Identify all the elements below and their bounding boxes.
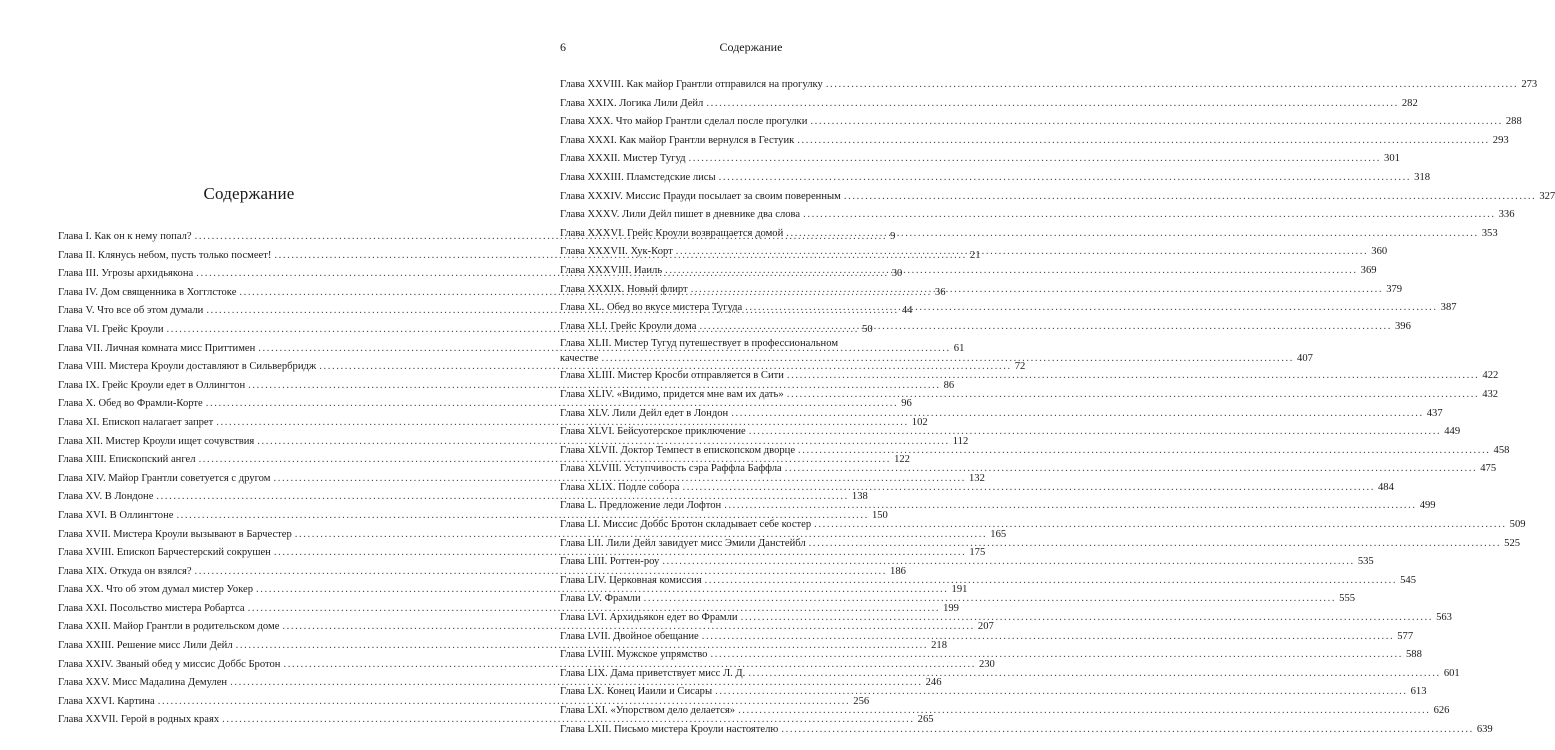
leader-dots — [809, 535, 1502, 554]
toc-entry-page: 601 — [1443, 667, 1460, 679]
toc-entry-label: Глава IX. Грейс Кроули едет в Оллингтон — [58, 379, 246, 391]
toc-entry-page: 475 — [1480, 463, 1497, 475]
leader-dots — [797, 132, 1490, 151]
leader-dots — [665, 262, 1358, 281]
toc-entry — [560, 132, 1509, 151]
leader-dots — [738, 702, 1431, 721]
leader-dots — [719, 169, 1412, 188]
toc-entry-page: 327 — [1539, 190, 1555, 202]
toc-entry-page: 256 — [853, 695, 870, 707]
toc-entry — [560, 702, 1450, 721]
toc-entry-page: 293 — [1492, 134, 1509, 146]
toc-entry-page: 525 — [1504, 537, 1521, 549]
leader-dots — [676, 243, 1369, 262]
toc-entry-label: Глава XLVIII. Уступчивость сэра Раффла Баффла — [560, 463, 782, 475]
leader-dots — [699, 318, 1392, 337]
toc-entry-page: 379 — [1386, 283, 1403, 295]
toc-entry-page: 86 — [943, 379, 955, 391]
toc-entry-page: 165 — [990, 528, 1007, 540]
leader-dots — [689, 150, 1382, 169]
toc-entry — [560, 169, 1431, 188]
toc-entry — [560, 76, 1538, 95]
toc-entry-label: Глава XII. Мистер Кроули ищет сочувствия — [58, 435, 255, 447]
toc-entry-label: Глава L. Предложение леди Лофтон — [560, 500, 722, 512]
toc-entry-page: 387 — [1440, 302, 1457, 314]
toc-entry-page: 282 — [1401, 97, 1418, 109]
running-title: Содержание — [719, 40, 783, 54]
toc-entry-label: Глава XXI. Посольство мистера Робартса — [58, 602, 245, 614]
leader-dots — [602, 351, 1295, 366]
toc-entry-label: Глава XIII. Епископский ангел — [58, 454, 196, 466]
toc-entry-label: Глава XXXI. Как майор Грантли вернулся в Гестуик — [560, 134, 795, 146]
leader-dots — [706, 95, 1399, 114]
toc-entry-label: Глава LII. Лили Дейл завидует мисс Эмили Данстейбл — [560, 537, 806, 549]
toc-entry-page: 484 — [1377, 481, 1394, 493]
toc-entry-label: Глава XVII. Мистера Кроули вызывают в Барчестер — [58, 528, 292, 540]
toc-entry-label: Глава XXIII. Решение мисс Лили Дейл — [58, 640, 233, 652]
toc-entry-label: Глава XIX. Откуда он взялся? — [58, 565, 192, 577]
leader-dots — [749, 423, 1442, 442]
toc-entry-label: Глава XXXV. Лили Дейл пишет в дневнике два слова — [560, 209, 801, 221]
toc-entry-page: 246 — [925, 677, 942, 689]
toc-entry-page: 555 — [1339, 593, 1356, 605]
toc-entry-page: 301 — [1384, 153, 1400, 165]
toc-entry-line2 — [560, 351, 1313, 366]
toc-entry-label: Глава V. Что все об этом думали — [58, 305, 204, 317]
leader-dots — [710, 646, 1403, 665]
toc-entry — [560, 113, 1522, 132]
leader-dots — [741, 609, 1434, 628]
toc-entry — [560, 281, 1403, 300]
leader-dots — [798, 442, 1491, 461]
toc-entry-label: Глава II. Клянусь небом, пусть только посмеет! — [58, 249, 272, 261]
toc-entry-page: 509 — [1509, 519, 1526, 531]
toc-entry-label: Глава XLI. Грейс Кроули дома — [560, 320, 697, 332]
toc-entry-label: Глава LXII. Письмо мистера Кроули настоятелю — [560, 723, 779, 735]
toc-entry-label: Глава XLV. Лили Дейл едет в Лондон — [560, 407, 729, 419]
toc-entry — [560, 442, 1510, 461]
toc-entry-page: 44 — [901, 305, 913, 317]
toc-entry-page: 588 — [1405, 649, 1422, 661]
toc-entry-page: 21 — [969, 249, 981, 261]
toc-entry-label: Глава XXXVIII. Иаиль — [560, 264, 663, 276]
toc-entry — [560, 225, 1498, 244]
toc-entry-label: Глава IV. Дом священника в Хогглстоке — [58, 286, 237, 298]
toc-entry-label: Глава XV. В Лондоне — [58, 491, 154, 503]
toc-entry — [560, 683, 1427, 702]
toc-entry — [560, 386, 1499, 405]
toc-entry-page: 207 — [977, 621, 994, 633]
toc-entry-label: Глава LIII. Роттен-роу — [560, 556, 660, 568]
toc-entry-label: Глава LVII. Двойное обещание — [560, 630, 699, 642]
toc-entry-label: Глава XXXIII. Пламстедские лисы — [560, 171, 716, 183]
toc-entry-label: Глава XXXVII. Хук-Корт — [560, 246, 673, 258]
leader-dots — [731, 405, 1424, 424]
toc-entry — [560, 206, 1515, 225]
toc-entry-page: 613 — [1410, 686, 1427, 698]
toc-entry-page: 437 — [1426, 407, 1443, 419]
toc-entry — [560, 479, 1394, 498]
toc-entry-page: 150 — [871, 509, 888, 521]
toc-entry-label: Глава XI. Епископ налагает запрет — [58, 416, 214, 428]
toc-entry-page: 9 — [890, 231, 896, 242]
toc-entry-label: Глава XXIX. Логика Лили Дейл — [560, 97, 704, 109]
toc-entry-label: Глава LIX. Дама приветствует мисс Л. Д. — [560, 667, 746, 679]
toc-entry-label: Глава LV. Фрамли — [560, 593, 641, 605]
leader-dots — [810, 113, 1503, 132]
toc-entry-label: Глава X. Обед во Фрамли-Корте — [58, 398, 203, 410]
toc-entry-label: Глава VI. Грейс Кроули — [58, 323, 164, 335]
toc-entry-page: 318 — [1414, 171, 1431, 183]
toc-entry-label: Глава XXXIX. Новый флирт — [560, 283, 688, 295]
toc-entry-page: 535 — [1357, 556, 1374, 568]
toc-entry-label: Глава XLIX. Подле собора — [560, 481, 680, 493]
toc-entry-page: 499 — [1419, 500, 1436, 512]
leader-dots — [644, 590, 1337, 609]
toc-entry-page: 577 — [1397, 630, 1414, 642]
leader-dots — [785, 460, 1478, 479]
toc-entry-page: 175 — [969, 547, 986, 559]
leader-dots — [745, 299, 1438, 318]
leader-dots — [702, 628, 1395, 647]
toc-entry-page: 432 — [1482, 388, 1499, 400]
toc-entry-page: 36 — [934, 286, 946, 298]
toc-entry — [560, 665, 1460, 684]
toc-entry-label: Глава XLVI. Бейсуотерское приключение — [560, 426, 746, 438]
toc-entry — [560, 318, 1411, 337]
toc-entry-page: 626 — [1433, 705, 1450, 716]
leader-dots — [781, 721, 1474, 740]
toc-entry-label: Глава XX. Что об этом думал мистер Уокер — [58, 584, 254, 596]
toc-entry-label: Глава XVIII. Епископ Барчестерский сокрушен — [58, 547, 271, 559]
toc-entry-page: 563 — [1436, 612, 1452, 624]
toc-entry-label: Глава LX. Конец Иаили и Сисары — [560, 686, 713, 698]
leader-dots — [724, 497, 1417, 516]
toc-entry-page: 50 — [862, 323, 873, 335]
toc-entry-label: Глава VIII. Мистера Кроули доставляют в Сильвербридж — [58, 361, 317, 373]
toc-entry-label: Глава XXXVI. Грейс Кроули возвращается домой — [560, 227, 784, 239]
leader-dots — [787, 386, 1480, 405]
toc-entry — [560, 262, 1377, 281]
toc-entry-label: Глава XXVI. Картина — [58, 695, 155, 707]
leader-dots — [662, 553, 1355, 572]
toc-entry-page: 218 — [931, 640, 948, 652]
toc-entry-page: 353 — [1481, 227, 1498, 239]
toc-entry-page: 545 — [1400, 574, 1416, 586]
leader-dots — [786, 225, 1479, 244]
toc-entry-label: Глава XLII. Мистер Тугуд путешествует в профессиональном — [560, 338, 839, 350]
toc-entry-page: 449 — [1444, 426, 1461, 438]
toc-entry-label: Глава XXXII. Мистер Тугуд — [560, 153, 686, 165]
toc-entry-label: Глава XXV. Мисс Мадалина Демулен — [58, 677, 228, 689]
toc-entry-label: Глава LXI. «Упорством дело делается» — [560, 705, 736, 716]
toc-entry — [560, 188, 1555, 207]
toc-entry-label: Глава XXX. Что майор Грантли сделал после прогулки — [560, 116, 808, 128]
toc-entry-page: 138 — [851, 491, 868, 503]
toc-entry-label: Глава LVI. Архидьякон едет во Фрамли — [560, 612, 738, 624]
toc-entry-label: Глава XL. Обед во вкусе мистера Тугуда — [560, 302, 743, 314]
toc-entry-page: 102 — [911, 416, 928, 428]
toc-entry-page: 61 — [953, 342, 965, 354]
toc-entry-label: Глава XXVIII. Как майор Грантли отправился на прогулку — [560, 79, 823, 90]
toc-entry — [560, 405, 1443, 424]
toc-entry-label: Глава XLVII. Доктор Темпест в епископском дворце — [560, 444, 796, 456]
toc-entry-page: 122 — [894, 454, 910, 466]
toc-entry-page: 72 — [1014, 361, 1026, 373]
leader-dots — [787, 367, 1480, 386]
leader-dots — [826, 76, 1519, 95]
toc-entry-page: 191 — [951, 584, 968, 596]
toc-entry-page: 186 — [890, 565, 906, 577]
toc-entry-label: Глава XLIV. «Видимо, придется мне вам их дать» — [560, 388, 784, 400]
toc-entry — [560, 150, 1400, 169]
toc-entry-page: 132 — [968, 472, 985, 484]
toc-entry — [560, 497, 1436, 516]
toc-entry-page: 112 — [952, 435, 969, 447]
leader-dots — [705, 572, 1398, 591]
toc-entry-page: 336 — [1498, 209, 1515, 221]
toc-entry-label: Глава VII. Личная комната мисс Приттимен — [58, 342, 256, 354]
toc-entry — [560, 299, 1457, 318]
toc-entry-page: 369 — [1360, 264, 1377, 276]
toc-entry-page: 458 — [1493, 444, 1510, 456]
toc-entry-label: Глава XXXIV. Миссис Прауди посылает за своим повеpенным — [560, 190, 841, 202]
leader-dots — [715, 683, 1408, 702]
toc-entry-label: Глава XLIII. Мистер Кросби отправляется в Сити — [560, 370, 784, 382]
toc-entry — [560, 721, 1493, 740]
toc-entry-label: Глава XXIV. Званый обед у миссис Доббс Бротон — [58, 658, 281, 670]
toc-entry-page: 360 — [1371, 246, 1388, 258]
toc-entry-page: 273 — [1521, 79, 1538, 90]
toc-entry-page: 288 — [1505, 116, 1522, 128]
leader-dots — [844, 188, 1537, 207]
toc-entry-label: Глава III. Угрозы архидьякона — [58, 268, 194, 280]
toc-entry-label: Глава LI. Миссис Доббс Бротон складывает себе костер — [560, 519, 812, 531]
leader-dots — [748, 665, 1441, 684]
toc-entry-page: 96 — [901, 398, 912, 410]
toc-title: Содержание — [203, 184, 295, 203]
toc-entry-label: Глава XIV. Майор Грантли советуется с другом — [58, 472, 271, 484]
toc-entry-page: 199 — [943, 602, 959, 614]
toc-entry-page: 230 — [978, 658, 995, 670]
toc-entry-label: Глава LVIII. Мужское упрямство — [560, 649, 708, 661]
toc-entry-page: 407 — [1297, 353, 1313, 365]
toc-entry-page: 422 — [1482, 370, 1499, 382]
leader-dots — [814, 516, 1507, 535]
toc-entry-page: 265 — [917, 714, 934, 726]
toc-entry-label-cont: качестве — [560, 353, 599, 365]
toc-entry-label: Глава XXII. Майор Грантли в родительском доме — [58, 621, 280, 633]
toc-entry-page: 639 — [1476, 723, 1493, 735]
toc-entry-page: 396 — [1394, 320, 1411, 332]
toc-entry — [560, 95, 1418, 114]
toc-entry-label: Глава XVI. В Оллингтоне — [58, 509, 174, 521]
leader-dots — [682, 479, 1375, 498]
toc-entry-page: 30 — [891, 268, 903, 280]
toc-entry-label: Глава LIV. Церковная комиссия — [560, 574, 702, 586]
leader-dots — [691, 281, 1384, 300]
leader-dots — [803, 206, 1496, 225]
toc-entry-label: Глава XXVII. Герой в родных краях — [58, 714, 220, 726]
page-number: 6 — [560, 40, 566, 54]
toc-entry-label: Глава I. Как он к нему попал? — [58, 231, 192, 242]
